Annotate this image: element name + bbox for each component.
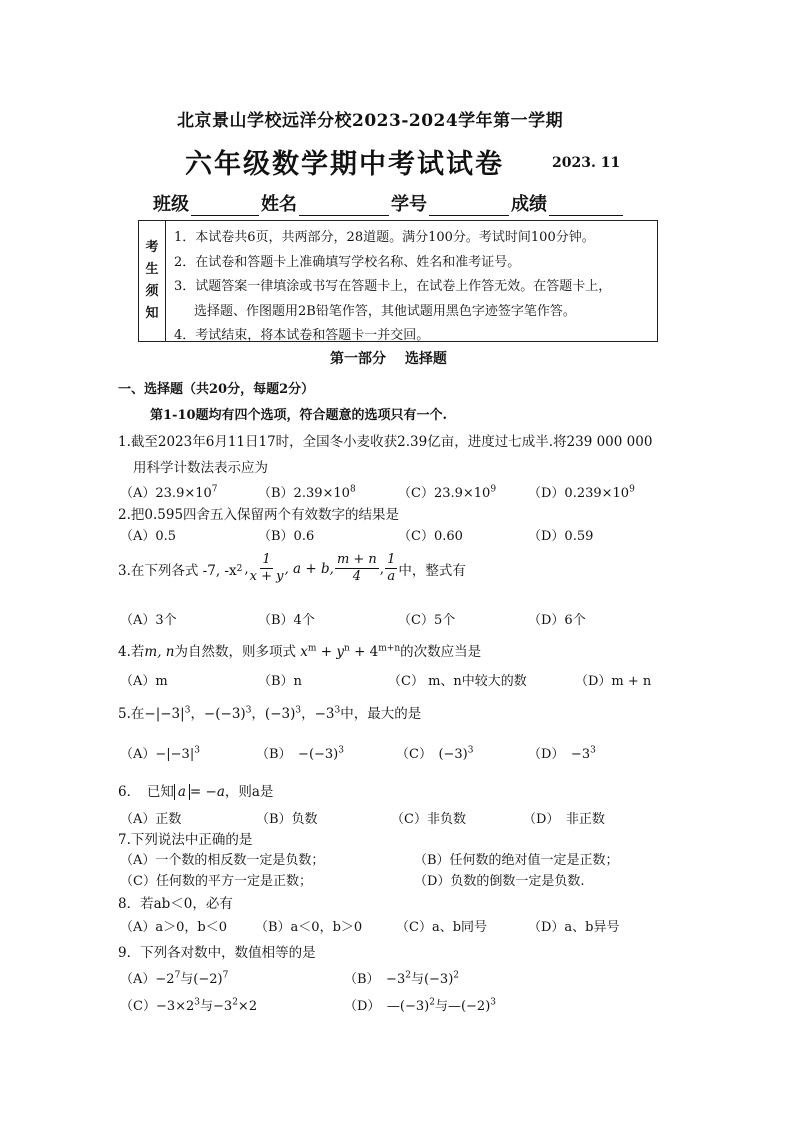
option-d[interactable]: （D）负数的倒数一定是负数. <box>414 874 585 889</box>
option-a[interactable]: $(A)23.9\times 10^7$ <box>120 484 218 501</box>
question-1-options <box>118 482 678 502</box>
class-blank[interactable] <box>191 197 259 216</box>
question-2-text: 2.把0.595四舍五入保留两个有效数字的结果是 <box>118 507 400 523</box>
absolute-value: a <box>174 784 190 800</box>
option-d[interactable]: （D） $—(-3)^2$与$—(-2)^3$ <box>344 997 497 1014</box>
notice-item: 1．本试卷共6页，共两部分，28道题。满分100分。考试时间100分钟。 <box>174 230 595 245</box>
question-9-options-row2 <box>118 995 678 1015</box>
option-b[interactable]: （B）4个 <box>258 613 315 628</box>
score-blank[interactable] <box>549 197 623 216</box>
option-b[interactable]: （B） $-(-3)^3$ <box>256 745 344 762</box>
exam-notice-box <box>138 220 658 342</box>
section-intro: 第1-10题均有四个选项，符合题意的选项只有一个. <box>150 408 448 423</box>
question-9-text: 9．下列各对数中，数值相等的是 <box>118 945 316 961</box>
question-8-options <box>118 916 678 936</box>
option-c[interactable]: （C）0.60 <box>398 529 463 544</box>
id-label: 学号 <box>391 194 427 215</box>
option-d[interactable]: （D）m + n <box>575 674 652 689</box>
option-b[interactable]: （B）任何数的绝对值一定是正数； <box>414 853 619 868</box>
question-1-text-cont: 用科学计数法表示应为 <box>133 460 268 476</box>
option-a[interactable]: （A）a＞0，b＜0 <box>120 920 228 935</box>
question-4-options <box>118 670 678 690</box>
question-4-text: 4.若m, n为自然数，则多项式 $x^m + y^n + 4^{m+n}$的次数应当是 <box>118 643 482 660</box>
option-a[interactable]: （A）0.5 <box>120 529 177 544</box>
exam-date: 2023. 11 <box>552 155 621 171</box>
option-c[interactable]: （C）a、b同号 <box>396 920 488 935</box>
option-c[interactable]: $(C)-3\times 2^3$与$-3^2\times 2$ <box>120 997 258 1014</box>
section-heading: 一、选择题（共20分，每题2分） <box>118 382 315 397</box>
name-label: 姓名 <box>261 194 297 215</box>
question-3-text: 3.在下列各式 -7, -x 2 , $\frac{1}{x + y}$ , a + b, $\frac{m + n}{4}$ , $\frac{1}{a}$ 中，整式有 <box>118 552 466 584</box>
id-blank[interactable] <box>429 197 509 216</box>
option-d[interactable]: （D）0.59 <box>528 529 594 544</box>
option-d[interactable]: $(D)0.239\times 10^9$ <box>528 484 635 501</box>
option-c[interactable]: （C） m、n中较大的数 <box>388 674 527 689</box>
notice-item: 2．在试卷和答题卡上准确填写学校名称、姓名和准考证号。 <box>174 254 521 270</box>
option-a[interactable]: （A）一个数的相反数一定是负数； <box>120 853 325 868</box>
question-9-options-row1 <box>118 968 678 988</box>
option-a[interactable]: （A）3个 <box>120 613 177 628</box>
option-d[interactable]: （D）6个 <box>528 613 586 628</box>
option-b[interactable]: （B） $-3^2$与$(-3)^2$ <box>344 970 459 987</box>
question-8-text: 8．若ab＜0，必有 <box>118 896 233 912</box>
name-blank[interactable] <box>299 197 389 216</box>
question-1-text: 1.截至2023年6月11日17时，全国冬小麦收获2.39亿亩，进度过七成半.将239 000 000 <box>118 434 653 450</box>
option-a[interactable]: $(A)-|-3|^3$ <box>120 745 200 762</box>
question-5-text: 5.在$-|-3|^3$，$-(-3)^3$，$(-3)^3$，$-3^3$中，最大的是 <box>118 705 422 722</box>
notice-item: 3．试题答案一律填涂或书写在答题卡上，在试卷上作答无效。在答题卡上， <box>174 279 612 294</box>
option-d[interactable]: （D） 非正数 <box>523 812 605 827</box>
option-c[interactable]: （C）任何数的平方一定是正数； <box>120 874 312 889</box>
question-7-options-row2 <box>118 870 678 890</box>
notice-label: 考 生 须 知 <box>139 221 166 341</box>
option-a[interactable]: （A）正数 <box>120 812 182 827</box>
question-6-options <box>118 808 678 828</box>
option-c[interactable]: （C） $(-3)^3$ <box>396 745 474 762</box>
exam-title: 六年级数学期中考试试卷 <box>185 149 504 180</box>
fraction: $\frac{m + n}{4}$ <box>336 552 377 584</box>
class-label: 班级 <box>153 194 189 215</box>
option-d[interactable]: （D）a、b异号 <box>528 920 620 935</box>
notice-item: 选择题、作图题用2B铅笔作答，其他试题用黑色字迹签字笔作答。 <box>194 303 576 319</box>
option-b[interactable]: （B）负数 <box>256 812 318 827</box>
question-6-text: 6． 已知 a = −a，则a是 <box>118 784 274 800</box>
school-header: 北京景山学校远洋分校2023-2024学年第一学期 <box>177 111 564 131</box>
option-a[interactable]: （A）m <box>120 674 168 689</box>
option-b[interactable]: （B）n <box>258 674 302 689</box>
option-d[interactable]: （D） $-3^3$ <box>528 745 596 762</box>
notice-items <box>166 221 657 341</box>
question-7-options-row1 <box>118 849 678 869</box>
part-heading: 第一部分 选择题 <box>330 351 447 367</box>
question-7-text: 7.下列说法中正确的是 <box>118 832 253 848</box>
student-info-fields <box>153 190 625 216</box>
option-b[interactable]: $(B)2.39\times 10^8$ <box>258 484 356 501</box>
fraction: $\frac{1}{a}$ <box>387 552 396 584</box>
question-2-options <box>118 525 678 545</box>
option-b[interactable]: （B）a＜0，b＞0 <box>255 920 363 935</box>
option-a[interactable]: $(A)-2^7$与$(-2)^7$ <box>120 970 229 987</box>
option-c[interactable]: （C）非负数 <box>391 812 466 827</box>
question-5-options <box>118 743 678 763</box>
fraction: $\frac{1}{x + y}$ <box>249 552 284 584</box>
score-label: 成绩 <box>511 194 547 215</box>
option-c[interactable]: （C）5个 <box>398 613 456 628</box>
question-3-options <box>118 609 678 629</box>
notice-item: 4．考试结束，将本试卷和答题卡一并交回。 <box>174 328 430 343</box>
option-b[interactable]: （B）0.6 <box>258 529 315 544</box>
option-c[interactable]: $(C)23.9\times 10^9$ <box>398 484 497 501</box>
